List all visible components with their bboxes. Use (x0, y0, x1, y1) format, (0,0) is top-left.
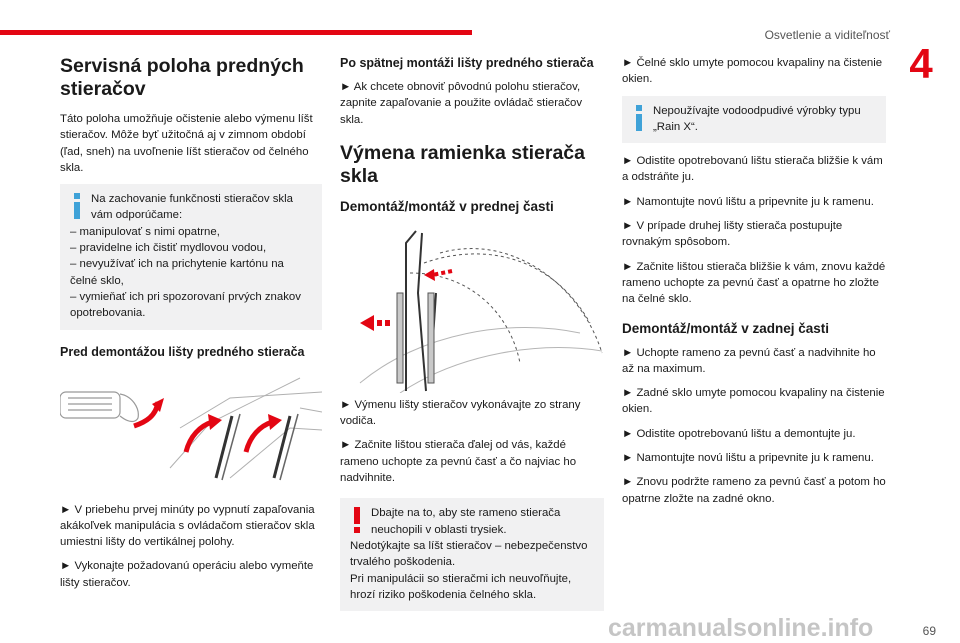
subtitle-front-removal: Demontáž/montáž v prednej časti (340, 198, 554, 214)
step-text: ► Uchopte rameno za pevnú časť a nadvihnite ho až na maximum. (622, 346, 876, 375)
front-wiper-illustration (340, 223, 604, 393)
subtitle-after-refit: Po spätnej montáži lišty predného stierača (340, 56, 594, 70)
warning-line: Nedotýkajte sa líšt stieračov – nebezpečenstvo trvalého poškodenia. (350, 539, 588, 569)
step-text: ► Znovu podržte rameno za pevnú časť a potom ho opatrne zložte na zadné okno. (622, 476, 886, 505)
section-title-service-position: Servisná poloha predných stieračov (60, 55, 304, 100)
wiper-service-position-illustration (60, 368, 322, 488)
chapter-number: 4 (909, 40, 933, 87)
warning-line: Dbajte na to, aby ste rameno stierača neuchopili v oblasti trysiek. (371, 507, 561, 536)
column-3 (622, 55, 886, 515)
wiper-stalk-illustration (60, 368, 322, 496)
page-number: 69 (922, 624, 936, 638)
subtitle-before-removal: Pred demontážou lišty predného stierača (60, 344, 305, 359)
step-text: ► Odistite opotrebovanú lištu a demontujte ju. (622, 427, 856, 440)
column-2 (340, 55, 604, 621)
step-text: ► Namontujte novú lištu a pripevnite ju k ramenu. (622, 195, 874, 208)
info-note (622, 96, 886, 144)
info-icon (70, 193, 84, 219)
intro-text: Táto poloha umožňuje očistenie alebo výmenu líšt stieračov. Môže byť užitočná aj v zimnom období (ľad, sneh) na uvoľnenie líšt stieračov od čelného skla. (60, 113, 313, 174)
info-note (60, 184, 322, 329)
info-icon (632, 105, 646, 131)
step-text: ► Vykonajte požadovanú operáciu alebo vymeňte lišty stieračov. (60, 560, 314, 589)
info-line: – nevyužívať ich na prichytenie kartónu na čelné sklo, (70, 258, 284, 287)
warning-note (340, 498, 604, 611)
warning-icon (352, 507, 362, 533)
warning-line: Pri manipulácii so stieračmi ich neuvoľňujte, hrozí riziko poškodenia čelného skla. (350, 572, 572, 601)
info-line: Nepoužívajte vodoodpudivé výrobky typu „Rain X“. (653, 104, 861, 133)
info-line: – vymieňať ich pri spozorovaní prvých znakov opotrebovania. (70, 290, 301, 320)
step-text: ► Začnite lištou stierača bližšie k vám, znovu každé rameno uchopte za pevnú časť a opatrne ho zložte na čelné sklo. (622, 260, 886, 306)
body-text: ► Ak chcete obnoviť pôvodnú polohu stieračov, zapnite zapaľovanie a použite ovládač stieračov skla. (340, 81, 583, 126)
step-text: ► V prípade druhej lišty stierača postupujte rovnakým spôsobom. (622, 220, 843, 249)
info-line: – pravidelne ich čistiť mydlovou vodou, (70, 242, 267, 255)
header-section-title: Osvetlenie a viditeľnosť (764, 28, 890, 42)
step-text: ► Zadné sklo umyte pomocou kvapaliny na čistenie okien. (622, 387, 885, 416)
front-wiper-removal-illustration (340, 223, 604, 393)
step-text: ► V priebehu prvej minúty po vypnutí zapaľovania akákoľvek manipulácia s ovládačom stieračov skla umiestni lišty do vertikálnej polohy. (60, 503, 315, 549)
step-text: ► Výmenu lišty stieračov vykonávajte zo strany vodiča. (340, 398, 581, 428)
section-title-arm-replacement: Výmena ramienka stierača skla (340, 141, 585, 187)
info-line: Na zachovanie funkčnosti stieračov skla vám odporúčame: (91, 193, 293, 222)
subtitle-rear-removal: Demontáž/montáž v zadnej časti (622, 320, 830, 336)
header-accent-bar (0, 30, 472, 35)
body-text: ► Čelné sklo umyte pomocou kvapaliny na čistenie okien. (622, 57, 883, 86)
step-text: ► Začnite lištou stierača ďalej od vás, každé rameno uchopte za pevnú časť a čo najviac ho nadvihnite. (340, 439, 577, 485)
step-text: ► Namontujte novú lištu a pripevnite ju k ramenu. (622, 452, 874, 465)
info-line: – manipulovať s nimi opatrne, (70, 225, 220, 238)
watermark: carmanualsonline.info (608, 614, 874, 642)
step-text: ► Odistite opotrebovanú lištu stierača bližšie k vám a odstráňte ju. (622, 155, 883, 184)
column-1 (60, 55, 322, 599)
